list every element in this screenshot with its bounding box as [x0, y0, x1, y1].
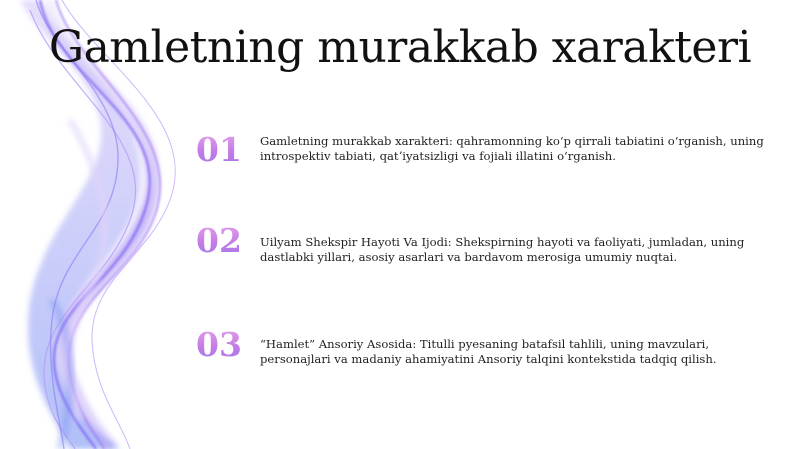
slide-title: Gamletning murakkab xarakteri: [48, 22, 752, 73]
item-number: 01: [196, 130, 252, 170]
item-number: 03: [196, 325, 252, 365]
list-item: [196, 221, 776, 277]
list-item: [196, 132, 776, 182]
item-text: Gamletning murakkab xarakteri: qahramonning koʻp qirrali tabiatini oʻrganish, uning introspektiv tabiati, qatʼiyatsizligi va fojiali illatini oʻrganish.: [260, 134, 764, 163]
item-text: Uilyam Shekspir Hayoti Va Ijodi: Shekspirning hayoti va faoliyati, jumladan, uning dastlabki yillari, asosiy asarlari va bardavom merosiga umumiy nuqtai.: [260, 235, 745, 264]
item-text: “Hamlet” Ansoriy Asosida: Titulli pyesaning batafsil tahlili, uning mavzulari, personajlari va madaniy ahamiyatini Ansoriy talqini kontekstida tadqiq qilish.: [260, 337, 717, 366]
list-item: [196, 325, 776, 381]
item-number: 02: [196, 221, 252, 261]
